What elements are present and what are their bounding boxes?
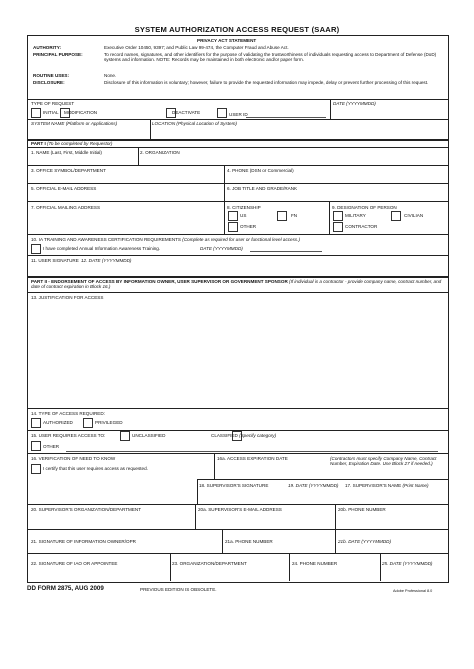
purpose-label: PRINCIPAL PURPOSE: bbox=[33, 52, 83, 57]
owner-signature-label: 21. SIGNATURE OF INFORMATION OWNER/OPR bbox=[31, 539, 136, 544]
disclosure-label: DISCLOSURE: bbox=[33, 80, 65, 85]
military-label: MILITARY bbox=[345, 213, 366, 218]
justification-field[interactable] bbox=[31, 302, 443, 406]
other-access-label: OTHER bbox=[43, 444, 60, 449]
citizenship-fn-checkbox[interactable] bbox=[277, 211, 287, 221]
supervisor-signature-label: 18. SUPERVISOR'S SIGNATURE bbox=[199, 483, 269, 488]
part1-heading: PART I (To be completed by Requestor) bbox=[31, 141, 113, 146]
authorized-label: AUTHORIZED bbox=[43, 420, 73, 425]
obsolete-notice: PREVIOUS EDITION IS OBSOLETE. bbox=[140, 587, 217, 592]
iao-org-label: 23. ORGANIZATION/DEPARTMENT bbox=[172, 561, 247, 566]
request-date-label: DATE (YYYYMMDD) bbox=[333, 101, 376, 106]
supervisor-org-label: 20. SUPERVISOR'S ORGANIZATION/DEPARTMENT bbox=[31, 507, 142, 512]
type-of-request-label: TYPE OF REQUEST bbox=[31, 101, 75, 106]
initial-checkbox[interactable] bbox=[31, 108, 41, 118]
military-checkbox[interactable] bbox=[333, 211, 343, 221]
supervisor-phone-label: 20b. PHONE NUMBER bbox=[338, 507, 386, 512]
certify-checkbox[interactable] bbox=[31, 464, 41, 474]
name-label: 1. NAME (Last, First, Middle Initial) bbox=[31, 150, 102, 155]
location-label: LOCATION (Physical Location of System) bbox=[152, 121, 237, 126]
producer-note: Adobe Professional 8.0 bbox=[393, 589, 433, 593]
signature-date-label: 12. DATE (YYYYMMDD) bbox=[81, 258, 132, 263]
type-of-access-label: 14. TYPE OF ACCESS REQUIRED: bbox=[31, 411, 105, 416]
requires-access-label: 15. USER REQUIRES ACCESS TO: bbox=[31, 433, 106, 438]
owner-date-label: 21b. DATE (YYYYMMDD) bbox=[338, 539, 392, 544]
email-label: 5. OFFICIAL E-MAIL ADDRESS bbox=[31, 186, 97, 191]
ia-date-label: DATE (YYYYMMDD) bbox=[200, 246, 243, 251]
citizenship-fn-label: FN bbox=[291, 213, 298, 218]
user-id-checkbox[interactable] bbox=[217, 108, 227, 118]
unclassified-label: UNCLASSIFIED bbox=[132, 433, 166, 438]
citizenship-other-checkbox[interactable] bbox=[228, 222, 238, 232]
purpose-text: To record names, signatures, and other identifiers for the purpose of validating the trustworthiness of individuals requesting access to Department of Defense (DoD) systems and information. NOTE: Records may be maintained in both electronic and/or paper form. bbox=[104, 52, 437, 63]
supervisor-email-label: 20a. SUPERVISOR'S E-MAIL ADDRESS bbox=[198, 507, 282, 512]
authorized-checkbox[interactable] bbox=[31, 418, 41, 428]
privileged-checkbox[interactable] bbox=[83, 418, 93, 428]
privileged-label: PRIVILEGED bbox=[95, 420, 123, 425]
expiration-note: (Contractors must specify Company Name, Contract Number, Expiration Date. Use Block 27 if needed.) bbox=[330, 456, 437, 467]
routine-label: ROUTINE USES: bbox=[33, 73, 69, 78]
privacy-heading: PRIVACY ACT STATEMENT bbox=[197, 38, 257, 43]
iao-signature-label: 22. SIGNATURE OF IAO OR APPOINTEE bbox=[31, 561, 118, 566]
user-id-label: USER ID bbox=[229, 112, 248, 117]
phone-label: 4. PHONE (DSN or Commercial) bbox=[227, 168, 294, 173]
form-title: SYSTEM AUTHORIZATION ACCESS REQUEST (SAAR) bbox=[134, 25, 340, 34]
certify-label: I certify that this user requires access as requested. bbox=[43, 466, 148, 471]
system-name-label: SYSTEM NAME (Platform or Applications) bbox=[31, 121, 118, 126]
office-label: 3. OFFICE SYMBOL/DEPARTMENT bbox=[31, 168, 106, 173]
owner-phone-label: 21a. PHONE NUMBER bbox=[225, 539, 273, 544]
unclassified-checkbox[interactable] bbox=[120, 431, 130, 441]
deactivate-label: DEACTIVATE bbox=[172, 110, 201, 115]
initial-label: INITIAL bbox=[43, 110, 59, 115]
ia-completed-checkbox[interactable] bbox=[31, 244, 41, 254]
mailing-address-label: 7. OFFICIAL MAILING ADDRESS bbox=[31, 205, 101, 210]
citizenship-us-checkbox[interactable] bbox=[228, 211, 238, 221]
ia-training-label: 10. IA TRAINING AND AWARENESS CERTIFICATION REQUIREMENTS (Complete as required for user or functional level access.) bbox=[31, 237, 300, 242]
justification-label: 13. JUSTIFICATION FOR ACCESS bbox=[31, 295, 104, 300]
iao-date-label: 25. DATE (YYYYMMDD) bbox=[382, 561, 433, 566]
verification-label: 16. VERIFICATION OF NEED TO KNOW bbox=[31, 456, 116, 461]
modification-label: MODIFICATION bbox=[64, 110, 98, 115]
citizenship-us-label: US bbox=[240, 213, 247, 218]
user-id-field[interactable] bbox=[246, 117, 326, 118]
job-title-label: 6. JOB TITLE AND GRADE/RANK bbox=[227, 186, 298, 191]
contractor-label: CONTRACTOR bbox=[345, 224, 378, 229]
supervisor-date-label: 19. DATE (YYYYMMDD) bbox=[288, 483, 339, 488]
ia-date-field[interactable] bbox=[250, 251, 322, 252]
routine-text: None. bbox=[104, 73, 117, 78]
user-signature-label: 11. USER SIGNATURE bbox=[31, 258, 79, 263]
organization-label: 2. ORGANIZATION bbox=[140, 150, 180, 155]
other-access-field[interactable] bbox=[66, 451, 438, 452]
contractor-checkbox[interactable] bbox=[333, 222, 343, 232]
designation-label: 9. DESIGNATION OF PERSON bbox=[332, 205, 397, 210]
expiration-date-label: 16a. ACCESS EXPIRATION DATE bbox=[217, 456, 288, 461]
citizenship-label: 8. CITIZENSHIP bbox=[227, 205, 261, 210]
authority-label: AUTHORITY: bbox=[33, 45, 61, 50]
citizenship-other-label: OTHER bbox=[240, 224, 257, 229]
classified-label: CLASSIFIED (Specify category) bbox=[211, 433, 277, 438]
disclosure-text: Disclosure of this information is voluntary; however, failure to provide the requested information may impede, delay or prevent further processing of this request. bbox=[104, 80, 429, 85]
part2-heading: PART II - ENDORSEMENT OF ACCESS BY INFORMATION OWNER, USER SUPERVISOR OR GOVERNMENT SPONSOR (If individual is a contractor - provide company name, contract number, and date of contract expiration in Block 16.) bbox=[31, 279, 442, 290]
ia-completed-label: I have completed Annual Information Awareness Training. bbox=[43, 246, 161, 251]
civilian-label: CIVILIAN bbox=[404, 213, 424, 218]
authority-text: Executive Order 10450, 9397; and Public Law 99-474, the Computer Fraud and Abuse Act. bbox=[104, 45, 289, 50]
iao-phone-label: 24. PHONE NUMBER bbox=[292, 561, 338, 566]
form-id: DD FORM 2875, AUG 2009 bbox=[27, 585, 104, 592]
supervisor-name-label: 17. SUPERVISOR'S NAME (Print Name) bbox=[345, 483, 429, 488]
civilian-checkbox[interactable] bbox=[391, 211, 401, 221]
other-access-checkbox[interactable] bbox=[31, 441, 41, 451]
